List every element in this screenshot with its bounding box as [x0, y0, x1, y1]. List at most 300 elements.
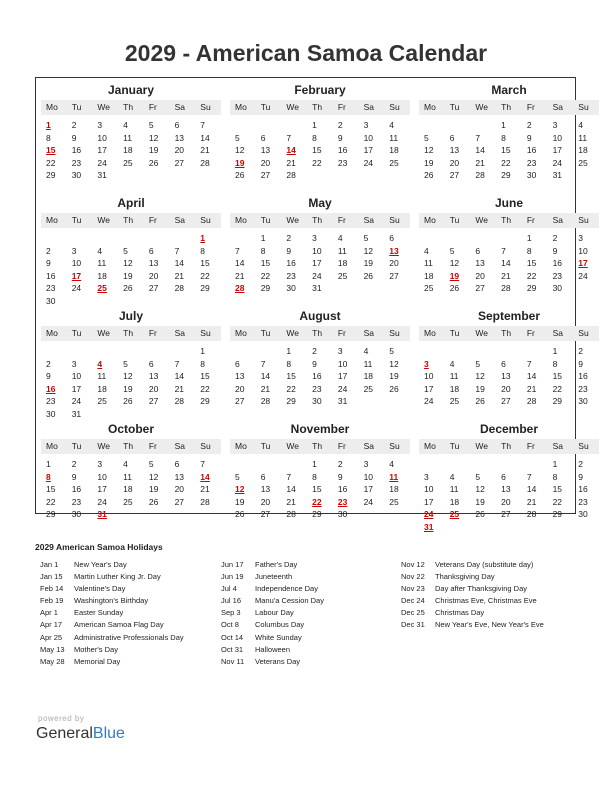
day-cell: 20	[389, 258, 399, 269]
day-grid	[41, 345, 221, 421]
day-cell: 20	[260, 496, 271, 507]
day-cell: 4	[389, 120, 395, 130]
day-cell: 7	[260, 358, 266, 369]
holiday-row	[221, 632, 324, 644]
holiday-name: Day after Thanksgiving Day	[435, 584, 527, 594]
day-cell: 27	[174, 496, 185, 507]
day-cell: 28	[526, 509, 537, 520]
day-cell: 3	[424, 471, 429, 482]
month-march	[419, 83, 599, 196]
weekday-label: Fr	[526, 441, 535, 451]
empty-cell	[496, 232, 522, 245]
day-cell: 12	[363, 245, 374, 256]
weekday-label: Tu	[71, 215, 82, 225]
holiday-date: Apr 1	[40, 608, 58, 618]
day-cell: 24	[424, 509, 434, 520]
day-cell: 15	[552, 371, 563, 382]
day-cell: 6	[475, 245, 481, 256]
day-cell: 29	[46, 170, 56, 181]
empty-cell	[67, 345, 93, 358]
day-cell: 2	[71, 459, 77, 469]
weekday-label: Mo	[46, 215, 58, 225]
day-cell: 11	[97, 258, 107, 269]
day-cell: 3	[337, 346, 343, 356]
day-cell: 2	[312, 346, 317, 356]
day-cell: 23	[337, 496, 348, 507]
weekday-label: We	[97, 441, 111, 451]
holiday-name: Juneteenth	[255, 572, 293, 582]
day-cell: 4	[97, 245, 103, 256]
day-cell: 3	[71, 358, 77, 369]
holiday-date: Oct 14	[221, 632, 244, 642]
holiday-date: Feb 14	[40, 584, 64, 594]
weekday-label: Mo	[424, 328, 436, 338]
day-cell: 26	[475, 396, 485, 407]
day-cell: 13	[174, 132, 185, 143]
day-cell: 22	[501, 157, 511, 168]
day-cell: 12	[449, 258, 460, 269]
day-cell: 4	[449, 358, 455, 369]
weekday-label: Su	[578, 102, 589, 112]
weekday-label: Mo	[235, 328, 247, 338]
holiday-date: Dec 31	[401, 620, 425, 630]
day-cell: 3	[424, 358, 429, 369]
weekday-label: Sa	[174, 215, 185, 225]
empty-cell	[496, 458, 522, 471]
empty-cell	[419, 458, 445, 471]
day-cell: 14	[475, 145, 485, 156]
month-september	[419, 309, 599, 422]
day-cell: 22	[46, 157, 56, 168]
day-cell: 2	[578, 459, 584, 469]
holiday-date: Jun 17	[221, 560, 244, 569]
day-cell: 18	[337, 258, 348, 269]
day-cell: 14	[286, 145, 296, 156]
holiday-column	[221, 559, 324, 668]
holiday-name: Thanksgiving Day	[435, 572, 495, 582]
empty-cell	[170, 345, 196, 358]
day-cell: 8	[260, 245, 266, 256]
day-cell: 16	[552, 258, 563, 269]
day-cell: 9	[552, 245, 558, 256]
day-cell: 16	[286, 258, 296, 269]
day-cell: 4	[337, 233, 343, 243]
day-cell: 8	[286, 358, 292, 369]
holiday-date: Nov 12	[401, 560, 425, 569]
weekday-label: Tu	[260, 328, 271, 338]
day-cell: 13	[501, 484, 511, 495]
month-december	[419, 422, 599, 535]
day-cell: 3	[312, 233, 317, 243]
day-cell: 1	[312, 459, 317, 469]
day-cell: 4	[123, 459, 128, 469]
day-cell: 17	[363, 145, 374, 156]
day-cell: 8	[526, 245, 532, 256]
holiday-date: Feb 19	[40, 596, 64, 606]
day-cell: 13	[174, 471, 185, 482]
day-cell: 27	[501, 396, 511, 407]
month-june	[419, 196, 599, 309]
day-cell: 19	[449, 270, 460, 281]
weekday-label: We	[475, 102, 489, 112]
holiday-date: Dec 24	[401, 596, 425, 606]
day-cell: 10	[97, 132, 107, 143]
day-cell: 20	[148, 383, 159, 394]
weekday-label: Th	[123, 215, 134, 225]
day-cell: 2	[46, 245, 51, 256]
day-cell: 26	[148, 496, 159, 507]
day-cell: 26	[389, 383, 399, 394]
day-cell: 9	[286, 245, 292, 256]
day-cell: 1	[552, 346, 558, 356]
day-cell: 12	[389, 358, 399, 369]
day-cell: 9	[46, 258, 51, 269]
day-cell: 25	[123, 157, 133, 168]
day-cell: 25	[449, 509, 460, 520]
day-cell: 18	[449, 383, 460, 394]
holiday-date: May 13	[40, 644, 65, 654]
holiday-name: Mother's Day	[74, 644, 118, 654]
day-grid	[230, 345, 410, 408]
holiday-name: Veterans Day (substitute day)	[435, 560, 534, 569]
weekday-label: Tu	[449, 102, 460, 112]
day-cell: 22	[200, 270, 210, 281]
day-cell: 15	[200, 371, 210, 382]
empty-cell	[470, 119, 496, 132]
day-grid	[419, 232, 599, 295]
weekday-label: Mo	[424, 215, 436, 225]
day-cell: 10	[363, 132, 374, 143]
day-cell: 2	[552, 233, 558, 243]
day-cell: 24	[71, 283, 82, 294]
day-cell: 5	[235, 471, 240, 482]
day-cell: 14	[501, 258, 511, 269]
empty-cell	[67, 232, 93, 245]
day-cell: 14	[174, 258, 185, 269]
day-cell: 1	[501, 120, 506, 130]
month-name: June	[494, 196, 523, 210]
day-cell: 12	[235, 484, 245, 495]
month-november	[230, 422, 410, 535]
holiday-date: May 28	[40, 656, 65, 666]
month-name: December	[479, 422, 539, 436]
weekday-label: Tu	[449, 215, 460, 225]
day-cell: 22	[200, 383, 210, 394]
day-cell: 29	[501, 170, 511, 181]
day-cell: 21	[475, 157, 485, 168]
weekday-label: Th	[501, 215, 512, 225]
weekday-label: Fr	[337, 215, 346, 225]
weekday-label: Tu	[71, 328, 82, 338]
holiday-row	[221, 644, 324, 656]
day-cell: 23	[526, 157, 537, 168]
day-cell: 20	[174, 145, 185, 156]
day-cell: 14	[260, 371, 271, 382]
holiday-row	[221, 583, 324, 595]
day-cell: 12	[424, 145, 434, 156]
weekday-label: Fr	[526, 102, 535, 112]
day-cell: 8	[200, 245, 206, 256]
day-cell: 5	[449, 245, 455, 256]
day-cell: 21	[286, 496, 296, 507]
day-cell: 4	[389, 459, 395, 469]
day-grid	[419, 345, 599, 408]
day-cell: 19	[424, 157, 434, 168]
empty-cell	[118, 232, 144, 245]
day-cell: 18	[97, 270, 107, 281]
day-cell: 24	[97, 496, 107, 507]
weekday-label: Th	[123, 441, 134, 451]
empty-cell	[470, 458, 496, 471]
month-name: July	[118, 309, 143, 323]
weekday-label: We	[475, 215, 489, 225]
month-name: September	[477, 309, 541, 323]
month-name: August	[299, 309, 341, 323]
weekday-label: We	[475, 441, 489, 451]
day-cell: 13	[475, 258, 485, 269]
weekday-header	[230, 213, 410, 228]
holiday-name: Memorial Day	[74, 656, 121, 666]
holiday-row	[401, 595, 544, 607]
day-cell: 10	[424, 484, 434, 495]
page-title: 2029 - American Samoa Calendar	[124, 40, 488, 66]
day-cell: 24	[363, 496, 374, 507]
day-cell: 7	[174, 245, 180, 256]
day-grid	[230, 458, 410, 521]
day-cell: 14	[200, 132, 210, 143]
day-cell: 25	[578, 157, 588, 168]
day-cell: 23	[578, 496, 588, 507]
empty-cell	[118, 345, 144, 358]
weekday-label: Su	[200, 328, 211, 338]
weekday-label: Fr	[148, 328, 157, 338]
weekday-label: Su	[389, 328, 400, 338]
month-february	[230, 83, 410, 196]
day-cell: 2	[578, 346, 584, 356]
day-cell: 21	[526, 496, 537, 507]
holiday-row	[40, 607, 184, 619]
day-cell: 31	[97, 170, 107, 181]
day-cell: 15	[526, 258, 537, 269]
weekday-label: Mo	[235, 215, 247, 225]
day-cell: 15	[260, 258, 271, 269]
day-cell: 8	[312, 132, 317, 143]
day-cell: 26	[449, 283, 460, 294]
day-cell: 25	[97, 283, 107, 294]
day-cell: 25	[363, 383, 374, 394]
day-cell: 21	[200, 484, 210, 495]
day-cell: 14	[200, 471, 210, 482]
day-cell: 25	[97, 396, 107, 407]
day-cell: 17	[97, 145, 107, 156]
empty-cell	[470, 345, 496, 358]
empty-cell	[230, 119, 256, 132]
day-cell: 10	[424, 371, 434, 382]
day-cell: 23	[552, 270, 563, 281]
day-cell: 4	[123, 120, 128, 130]
weekday-label: We	[97, 215, 111, 225]
empty-cell	[445, 232, 471, 245]
day-cell: 16	[312, 371, 322, 382]
day-cell: 12	[475, 371, 485, 382]
day-cell: 18	[389, 145, 399, 156]
day-cell: 18	[123, 484, 133, 495]
day-cell: 14	[526, 371, 537, 382]
empty-cell	[230, 345, 256, 358]
holiday-name: Father's Day	[255, 560, 298, 569]
brand-blue: Blue	[92, 725, 125, 742]
day-cell: 28	[501, 283, 511, 294]
day-cell: 9	[337, 132, 343, 143]
month-july	[41, 309, 221, 422]
weekday-label: Sa	[174, 328, 185, 338]
holiday-row	[40, 571, 184, 583]
day-cell: 22	[552, 383, 563, 394]
day-cell: 5	[148, 459, 154, 469]
weekday-label: Su	[200, 102, 211, 112]
day-cell: 9	[71, 471, 77, 482]
calendar-grid	[35, 77, 589, 532]
weekday-header	[230, 100, 410, 115]
day-cell: 2	[46, 358, 51, 369]
day-cell: 6	[235, 358, 240, 369]
empty-cell	[144, 232, 170, 245]
day-cell: 20	[148, 270, 159, 281]
day-cell: 30	[578, 396, 588, 407]
day-cell: 19	[475, 383, 485, 394]
day-cell: 27	[235, 396, 245, 407]
holiday-row	[221, 607, 324, 619]
empty-cell	[41, 345, 67, 358]
day-cell: 16	[46, 270, 56, 281]
day-cell: 3	[363, 120, 369, 130]
holiday-row	[401, 607, 544, 619]
empty-cell	[419, 345, 445, 358]
day-cell: 10	[71, 371, 82, 382]
day-cell: 15	[46, 484, 56, 495]
month-april	[41, 196, 221, 309]
holiday-name: Washington's Birthday	[74, 596, 149, 606]
day-cell: 17	[312, 258, 322, 269]
day-cell: 13	[235, 371, 245, 382]
weekday-label: Th	[312, 215, 323, 225]
day-cell: 22	[46, 496, 56, 507]
day-cell: 1	[552, 459, 558, 469]
day-cell: 10	[71, 258, 82, 269]
day-cell: 24	[424, 396, 434, 407]
empty-cell	[256, 345, 282, 358]
day-cell: 15	[46, 145, 56, 156]
weekday-label: Tu	[449, 328, 460, 338]
weekday-label: Tu	[260, 102, 271, 112]
day-cell: 26	[363, 270, 374, 281]
weekday-label: We	[97, 328, 111, 338]
month-january	[41, 83, 221, 196]
day-cell: 17	[424, 383, 434, 394]
day-cell: 31	[71, 408, 82, 419]
day-cell: 9	[312, 358, 317, 369]
weekday-label: Su	[389, 441, 400, 451]
day-cell: 27	[501, 509, 511, 520]
day-cell: 5	[475, 358, 481, 369]
holiday-row	[221, 571, 324, 583]
holiday-name: White Sunday	[255, 632, 302, 642]
day-cell: 8	[312, 471, 317, 482]
day-cell: 10	[363, 471, 374, 482]
holiday-date: Jan 15	[40, 572, 63, 582]
day-cell: 31	[312, 283, 322, 294]
day-cell: 22	[260, 270, 271, 281]
day-cell: 26	[424, 170, 434, 181]
holiday-date: Jun 19	[221, 572, 244, 582]
day-cell: 26	[148, 157, 159, 168]
holiday-row	[401, 571, 544, 583]
holiday-row	[401, 619, 544, 631]
day-cell: 19	[389, 371, 399, 382]
generalblue-logo[interactable]	[36, 725, 125, 743]
day-grid	[41, 119, 221, 182]
day-cell: 1	[46, 459, 51, 469]
weekday-label: Tu	[71, 441, 82, 451]
day-cell: 25	[123, 496, 133, 507]
day-cell: 28	[200, 157, 210, 168]
day-cell: 3	[363, 459, 369, 469]
day-cell: 23	[578, 383, 588, 394]
day-cell: 31	[337, 396, 348, 407]
day-cell: 30	[337, 509, 348, 520]
weekday-label: We	[475, 328, 489, 338]
day-cell: 28	[200, 496, 210, 507]
day-cell: 10	[578, 245, 588, 256]
day-cell: 21	[235, 270, 245, 281]
day-cell: 15	[200, 258, 210, 269]
empty-cell	[496, 345, 522, 358]
day-cell: 4	[424, 245, 429, 256]
day-cell: 29	[260, 283, 271, 294]
day-cell: 27	[148, 283, 159, 294]
weekday-label: Tu	[449, 441, 460, 451]
holiday-date: Jul 16	[221, 596, 242, 606]
day-cell: 1	[286, 346, 292, 356]
empty-cell	[92, 232, 118, 245]
day-cell: 7	[286, 132, 292, 143]
holiday-row	[401, 583, 544, 595]
day-cell: 3	[97, 120, 103, 130]
empty-cell	[170, 232, 196, 245]
day-cell: 28	[475, 170, 485, 181]
day-cell: 29	[286, 396, 296, 407]
day-cell: 14	[174, 371, 185, 382]
day-cell: 21	[501, 270, 511, 281]
empty-cell	[522, 458, 548, 471]
day-cell: 12	[235, 145, 245, 156]
day-cell: 15	[312, 484, 322, 495]
day-cell: 28	[286, 509, 296, 520]
day-cell: 11	[337, 245, 347, 256]
day-cell: 31	[552, 170, 563, 181]
day-cell: 27	[260, 509, 271, 520]
day-cell: 2	[337, 459, 343, 469]
day-cell: 21	[526, 383, 537, 394]
weekday-header	[230, 439, 410, 454]
day-cell: 7	[526, 471, 532, 482]
holiday-date: Apr 17	[40, 620, 63, 630]
day-cell: 7	[174, 358, 180, 369]
day-cell: 17	[337, 371, 348, 382]
weekday-label: Tu	[71, 102, 82, 112]
weekday-label: Su	[389, 102, 400, 112]
day-cell: 11	[389, 471, 399, 482]
